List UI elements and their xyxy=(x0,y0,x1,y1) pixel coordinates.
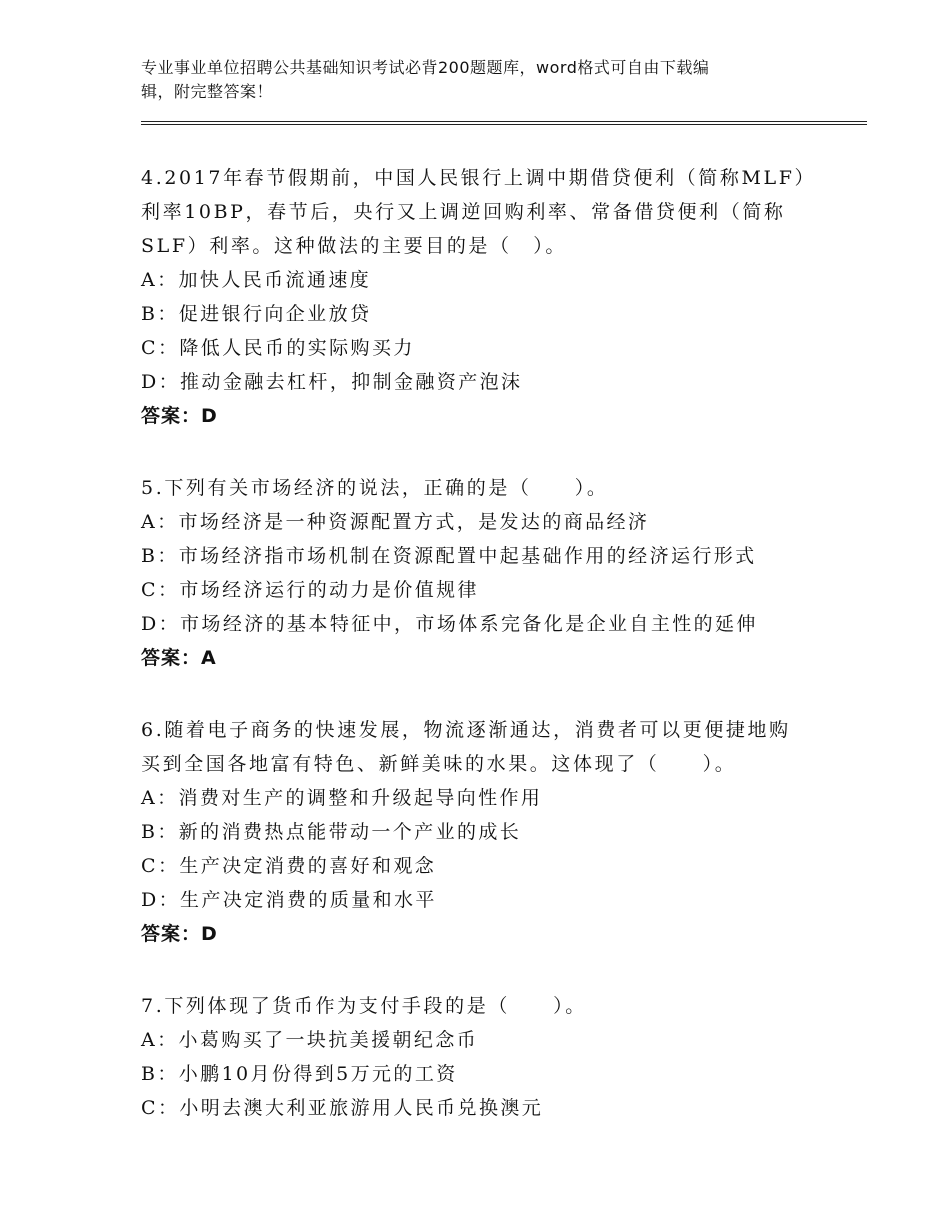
question-7 xyxy=(141,989,841,1125)
option-c: C：降低人民币的实际购买力 xyxy=(141,337,415,359)
answer-label: 答案：D xyxy=(141,923,218,945)
stem-line: 6.随着电子商务的快速发展，物流逐渐通达，消费者可以更便捷地购 xyxy=(141,719,791,741)
option-c: C：小明去澳大利亚旅游用人民币兑换澳元 xyxy=(141,1097,544,1119)
document-header xyxy=(141,56,801,104)
header-divider-top xyxy=(141,121,867,122)
stem-line: 4.2017年春节假期前，中国人民银行上调中期借贷便利（简称MLF） xyxy=(141,167,817,189)
option-d: D：市场经济的基本特征中，市场体系完备化是企业自主性的延伸 xyxy=(141,613,758,635)
header-line-2: 辑，附完整答案！ xyxy=(141,82,274,101)
stem-line: 7.下列体现了货币作为支付手段的是（ ）。 xyxy=(141,995,587,1017)
option-a: A：消费对生产的调整和升级起导向性作用 xyxy=(141,787,543,809)
stem-line: 利率10BP，春节后，央行又上调逆回购利率、常备借贷便利（简称 xyxy=(141,201,786,223)
header-line-1: 专业事业单位招聘公共基础知识考试必背200题题库，word格式可自由下载编 xyxy=(141,58,710,77)
option-c: C：市场经济运行的动力是价值规律 xyxy=(141,579,479,601)
option-b: B：促进银行向企业放贷 xyxy=(141,303,372,325)
stem-line: 5.下列有关市场经济的说法，正确的是（ ）。 xyxy=(141,477,609,499)
question-stem xyxy=(141,713,841,781)
option-a: A：市场经济是一种资源配置方式，是发达的商品经济 xyxy=(141,511,650,533)
option-b: B：市场经济指市场机制在资源配置中起基础作用的经济运行形式 xyxy=(141,545,757,567)
header-divider-bottom xyxy=(141,124,867,125)
answer-label: 答案：A xyxy=(141,647,217,669)
stem-line: SLF）利率。这种做法的主要目的是（ ）。 xyxy=(141,235,567,257)
stem-line: 买到全国各地富有特色、新鲜美味的水果。这体现了（ ）。 xyxy=(141,753,737,775)
question-list xyxy=(141,161,841,1163)
option-d: D：推动金融去杠杆，抑制金融资产泡沫 xyxy=(141,371,523,393)
answer-label: 答案：D xyxy=(141,405,218,427)
question-6 xyxy=(141,713,841,951)
option-a: A：加快人民币流通速度 xyxy=(141,269,372,291)
option-b: B：小鹏10月份得到5万元的工资 xyxy=(141,1063,458,1085)
option-b: B：新的消费热点能带动一个产业的成长 xyxy=(141,821,522,843)
question-stem xyxy=(141,161,841,263)
question-4 xyxy=(141,161,841,433)
option-d: D：生产决定消费的质量和水平 xyxy=(141,889,437,911)
question-stem xyxy=(141,989,841,1023)
question-5 xyxy=(141,471,841,675)
option-a: A：小葛购买了一块抗美援朝纪念币 xyxy=(141,1029,479,1051)
option-c: C：生产决定消费的喜好和观念 xyxy=(141,855,437,877)
question-stem xyxy=(141,471,841,505)
